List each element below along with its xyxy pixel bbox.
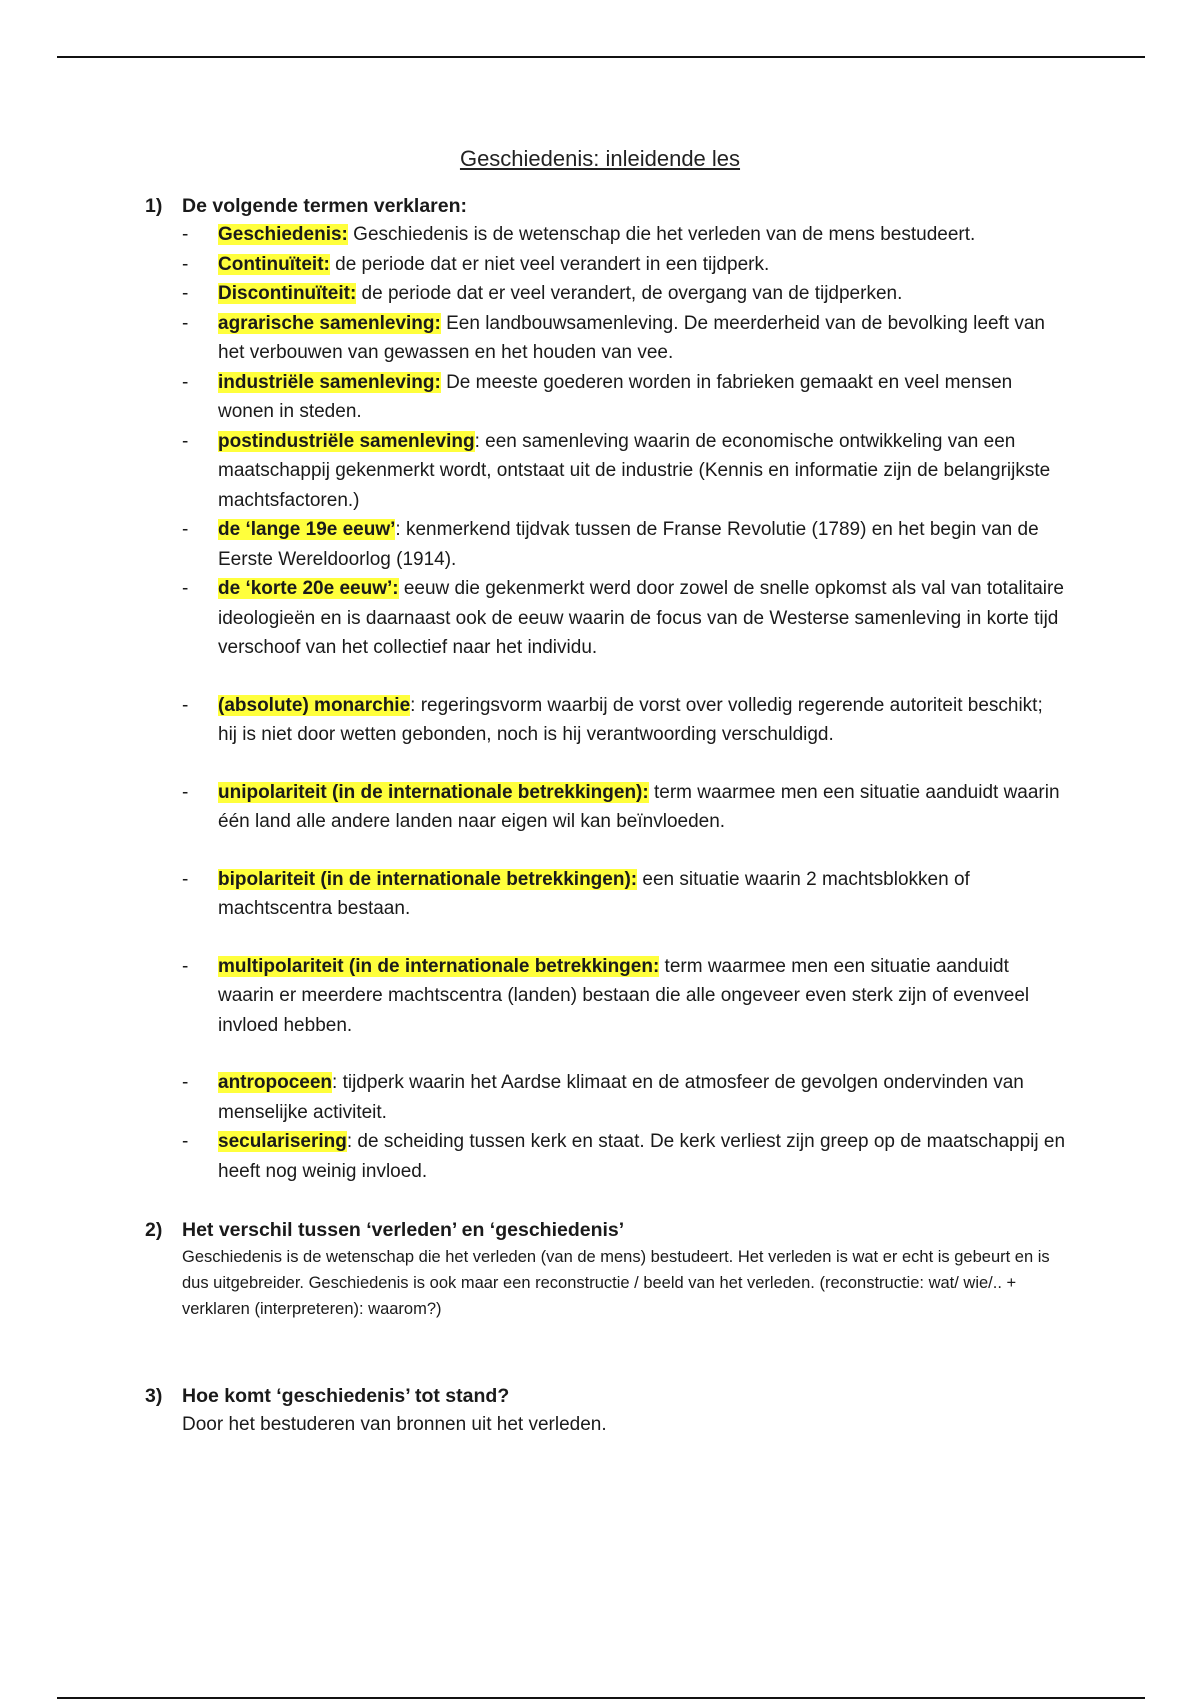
term-label: multipolariteit (in de internationale betrekkingen:: [218, 955, 660, 977]
term-label: Continuïteit:: [218, 253, 330, 275]
section-3-heading: [145, 1382, 1065, 1410]
bullet-dash: -: [182, 578, 189, 599]
term-item-absolute-monarchie: [182, 691, 1065, 750]
term-label: antropoceen: [218, 1072, 333, 1093]
term-label: postindustriële samenleving: [218, 430, 475, 452]
term-definition: De meeste goederen worden in fabrieken gemaakt en veel mensen wonen in steden.: [218, 371, 1013, 422]
bullet-dash: -: [182, 781, 189, 803]
terms-list: [145, 220, 1065, 1186]
term-item-discontinuiteit: [182, 279, 1065, 309]
term-label: industriële samenleving:: [218, 371, 441, 393]
section-title: De volgende termen verklaren:: [182, 195, 468, 217]
section-3: [145, 1382, 1065, 1439]
bullet-dash: -: [182, 694, 189, 716]
term-item-multipolariteit: [182, 952, 1065, 1041]
bullet-dash: -: [182, 868, 189, 890]
term-definition: : tijdperk waarin het Aardse klimaat en de atmosfeer de gevolgen ondervinden van menselijke activiteit.: [218, 1072, 1024, 1123]
bullet-dash: -: [182, 1072, 189, 1093]
term-label: secularisering: [218, 1131, 347, 1152]
section-number: 2): [145, 1219, 163, 1241]
section-title: Hoe komt ‘geschiedenis’ tot stand?: [182, 1385, 510, 1407]
bullet-dash: -: [182, 371, 189, 393]
term-definition: de periode dat er niet veel verandert in een tijdperk.: [329, 253, 770, 275]
section-2-heading: [145, 1216, 1065, 1244]
term-item-geschiedenis: [182, 220, 1065, 250]
term-label: Discontinuïteit:: [218, 283, 357, 304]
term-item-unipolariteit: [182, 778, 1065, 837]
document-body: [145, 192, 1065, 1439]
page-title: Geschiedenis: inleidende les: [459, 146, 741, 171]
section-1-heading: [145, 192, 1065, 220]
term-item-bipolariteit: [182, 865, 1065, 924]
term-item-antropoceen: [182, 1068, 1065, 1127]
section-number: 3): [145, 1385, 163, 1407]
term-item-continuiteit: [182, 250, 1065, 280]
section-title: Het verschil tussen ‘verleden’ en ‘geschiedenis’: [182, 1219, 625, 1241]
term-definition: Een landbouwsamenleving. De meerderheid van de bevolking leeft van het verbouwen van gewassen en het houden van vee.: [218, 312, 1045, 363]
term-definition: : kenmerkend tijdvak tussen de Franse Revolutie (1789) en het begin van de Eerste Wereldoorlog (1914).: [218, 519, 1039, 570]
term-label: agrarische samenleving:: [218, 312, 441, 334]
term-definition: : een samenleving waarin de economische ontwikkeling van een maatschappij gekenmerkt wordt, ontstaat uit de industrie (Kennis en informatie zijn de belangrijkste machtsfactoren.): [218, 430, 1051, 511]
term-item-lange-19e-eeuw: [182, 515, 1065, 574]
term-definition: Geschiedenis is de wetenschap die het verleden van de mens bestudeert.: [347, 224, 976, 245]
bullet-dash: -: [182, 283, 189, 304]
term-label: unipolariteit (in de internationale betrekkingen):: [218, 781, 649, 803]
section-2-body: Geschiedenis is de wetenschap die het verleden (van de mens) bestudeert. Het verleden is wat er echt is gebeurt en is dus uitgebreider. Geschiedenis is ook maar een reconstructie / beeld van het verleden. (reconstructie: wat/ wie/.. + verklaren (interpreteren): waarom?): [182, 1248, 1050, 1318]
bullet-dash: -: [182, 312, 189, 334]
bullet-dash: -: [182, 1131, 189, 1152]
term-definition: een situatie waarin 2 machtsblokken of machtscentra bestaan.: [218, 868, 970, 919]
section-3-body: Door het bestuderen van bronnen uit het verleden.: [182, 1414, 607, 1435]
term-definition: de periode dat er veel verandert, de overgang van de tijdperken.: [356, 283, 903, 304]
term-item-korte-20e-eeuw: [182, 574, 1065, 663]
term-item-postindustriele-samenleving: [182, 427, 1065, 516]
bullet-dash: -: [182, 955, 189, 977]
section-2: [145, 1216, 1065, 1322]
term-definition: : regeringsvorm waarbij de vorst over volledig regerende autoriteit beschikt; hij is niet door wetten gebonden, noch is hij verantwoording verschuldigd.: [218, 694, 1043, 745]
term-label: bipolariteit (in de internationale betrekkingen):: [218, 868, 638, 890]
term-item-secularisering: [182, 1127, 1065, 1186]
term-label: de ‘korte 20e eeuw’:: [218, 578, 399, 599]
section-number: 1): [145, 195, 163, 217]
bottom-rule: [57, 1697, 1145, 1699]
term-definition: term waarmee men een situatie aanduidt waarin één land alle andere landen naar eigen wil kan beïnvloeden.: [218, 781, 1060, 832]
bullet-dash: -: [182, 224, 189, 245]
term-definition: eeuw die gekenmerkt werd door zowel de snelle opkomst als val van totalitaire ideologieën en is daarnaast ook de eeuw waarin de focus van de Westerse samenleving in korte tijd verschoof van het collectief naar het individu.: [218, 578, 1064, 658]
bullet-dash: -: [182, 519, 189, 540]
term-definition: : de scheiding tussen kerk en staat. De kerk verliest zijn greep op de maatschappij en heeft nog weinig invloed.: [218, 1131, 1066, 1182]
term-definition: term waarmee men een situatie aanduidt waarin er meerdere machtscentra (landen) bestaan die alle ongeveer even sterk zijn of evenveel invloed hebben.: [218, 955, 1030, 1036]
term-label: (absolute) monarchie: [218, 694, 411, 716]
bullet-dash: -: [182, 430, 189, 452]
top-rule: [57, 56, 1145, 58]
term-item-industriele-samenleving: [182, 368, 1065, 427]
bullet-dash: -: [182, 253, 189, 275]
term-label: de ‘lange 19e eeuw’: [218, 519, 396, 540]
term-label: Geschiedenis:: [218, 224, 348, 245]
term-item-agrarische-samenleving: [182, 309, 1065, 368]
